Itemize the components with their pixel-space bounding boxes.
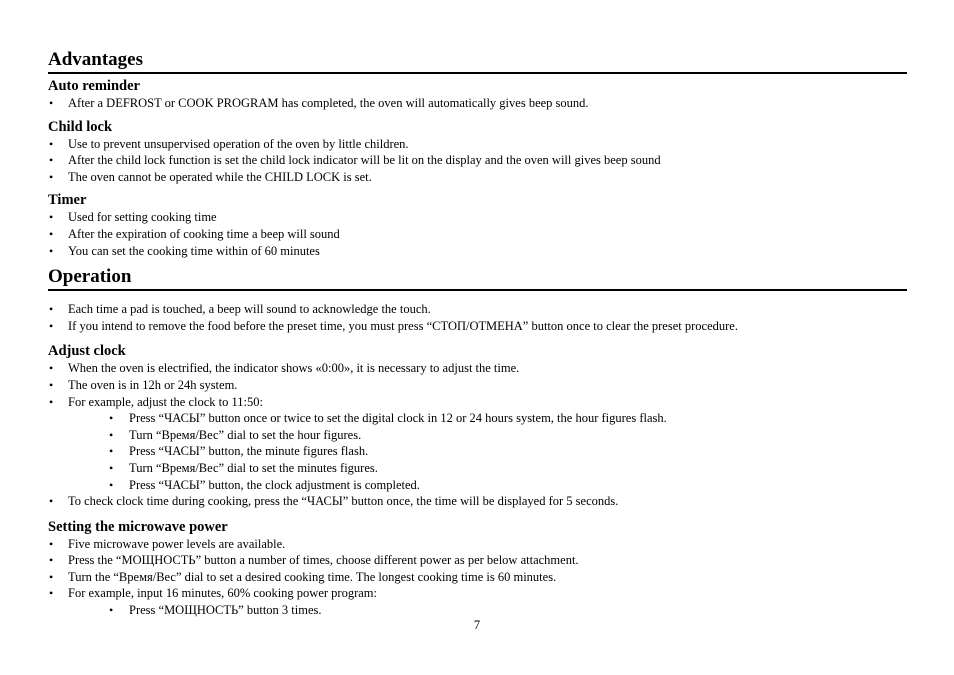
step-item: • Turn “Время/Вес” dial to set the hour figures. <box>48 427 907 444</box>
auto-reminder-heading: Auto reminder <box>48 78 140 94</box>
timer-heading: Timer <box>48 192 87 209</box>
list-item: • The oven cannot be operated while the CHILD LOCK is set. <box>48 169 907 186</box>
section-divider <box>48 289 907 291</box>
operation-title: Operation <box>48 266 132 288</box>
list-item: • When the oven is electrified, the indicator shows «0:00», it is necessary to adjust the time. <box>48 360 907 377</box>
list-item: • You can set the cooking time within of 60 minutes <box>48 243 907 260</box>
microwave-power-list <box>48 536 907 602</box>
list-item: • For example, adjust the clock to 11:50: <box>48 394 907 411</box>
step-item: • Press “ЧАСЫ” button, the clock adjustment is completed. <box>48 477 907 494</box>
page-number: 7 <box>473 618 481 632</box>
adjust-clock-note <box>48 493 907 510</box>
step-item: • Press “МОЩНОСТЬ” button 3 times. <box>48 602 907 619</box>
list-item: • Use to prevent unsupervised operation of the oven by little children. <box>48 136 907 153</box>
step-item: • Press “ЧАСЫ” button once or twice to set the digital clock in 12 or 24 hours system, the hour figures flash. <box>48 410 907 427</box>
step-item: • Turn “Время/Вес” dial to set the minutes figures. <box>48 460 907 477</box>
list-item: • The oven is in 12h or 24h system. <box>48 377 907 394</box>
list-item: • To check clock time during cooking, press the “ЧАСЫ” button once, the time will be displayed for 5 seconds. <box>48 493 907 510</box>
list-item: • After a DEFROST or COOK PROGRAM has completed, the oven will automatically gives beep sound. <box>48 95 907 112</box>
step-item: • Press “ЧАСЫ” button, the minute figures flash. <box>48 443 907 460</box>
timer-list <box>48 209 907 259</box>
child-lock-heading: Child lock <box>48 118 113 135</box>
list-item: • Press the “МОЩНОСТЬ” button a number of times, choose different power as per below attachment. <box>48 552 907 569</box>
list-item: • Each time a pad is touched, a beep will sound to acknowledge the touch. <box>48 301 907 318</box>
list-item: • Turn the “Время/Вес” dial to set a desired cooking time. The longest cooking time is 60 minutes. <box>48 569 907 586</box>
adjust-clock-heading: Adjust clock <box>48 343 126 360</box>
child-lock-list <box>48 136 907 186</box>
list-item: • Five microwave power levels are available. <box>48 536 907 553</box>
adjust-clock-list <box>48 360 907 410</box>
list-item: • For example, input 16 minutes, 60% cooking power program: <box>48 585 907 602</box>
manual-page <box>48 48 907 619</box>
microwave-power-heading: Setting the microwave power <box>48 518 228 535</box>
list-item: • After the child lock function is set the child lock indicator will be lit on the display and the oven will gives beep sound <box>48 152 907 169</box>
list-item: • Used for setting cooking time <box>48 209 907 226</box>
list-item: • If you intend to remove the food before the preset time, you must press “СТОП/ОТМЕНА” button once to clear the preset procedure. <box>48 318 907 335</box>
microwave-power-steps <box>48 602 907 619</box>
adjust-clock-steps <box>48 410 907 493</box>
list-item: • After the expiration of cooking time a beep will sound <box>48 226 907 243</box>
advantages-title: Advantages <box>48 49 144 70</box>
section-divider <box>48 72 907 74</box>
operation-list <box>48 301 907 334</box>
auto-reminder-list <box>48 95 907 112</box>
